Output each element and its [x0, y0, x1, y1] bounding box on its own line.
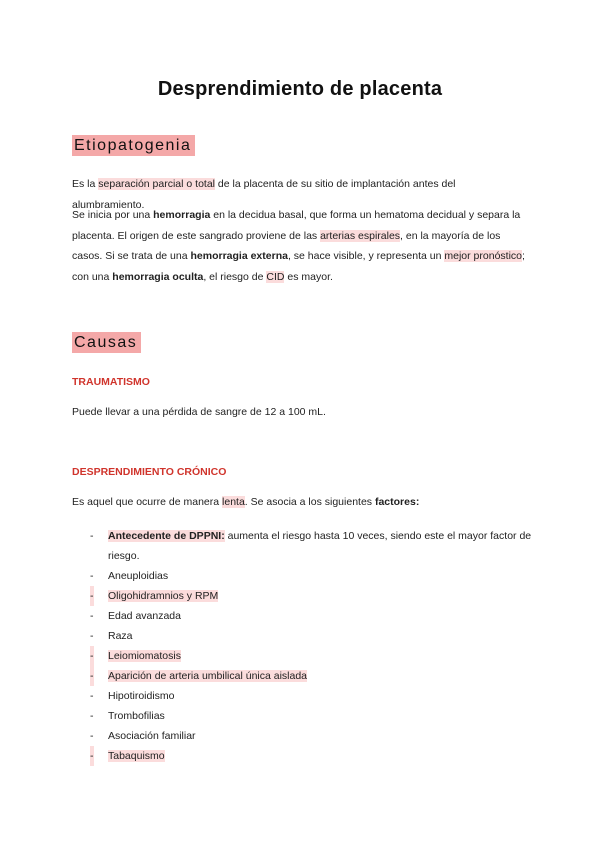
bold-text: factores:: [374, 496, 420, 508]
list-item: - Edad avanzada: [90, 610, 181, 622]
list-item: - Aneuploidias: [90, 570, 169, 582]
paragraph-definition: Es la separación parcial o total de la placenta de su sitio de implantación antes del alumbramiento.: [72, 178, 456, 211]
paragraph-cronico: Es aquel que ocurre de manera lenta. Se asocia a los siguientes factores:: [72, 496, 420, 508]
subheading-traumatismo: TRAUMATISMO: [72, 376, 150, 388]
highlight-text: lenta: [222, 496, 245, 508]
list-item: - Raza: [90, 630, 133, 642]
section-heading-etiopatogenia: Etiopatogenia: [72, 135, 195, 156]
list-item: - Leiomiomatosis: [88, 646, 538, 666]
paragraph-mechanism: Se inicia por una hemorragia en la decidua basal, que forma un hematoma decidual y separa la placenta. El origen de este sangrado proviene de las arterias espirales, en la mayoría de los casos. Si se trata de una hemorragia externa, se hace visible, y representa un mejor pronóstico; con una hemorragia oculta, el riesgo de CID es mayor.: [72, 209, 525, 283]
bold-text: hemorragia: [153, 209, 211, 221]
risk-factor-list: [88, 526, 538, 766]
list-item: - Antecedente de DPPNI: aumenta el riesgo hasta 10 veces, siendo este el mayor factor de riesgo.: [88, 526, 538, 566]
subheading-desprendimiento-cronico: DESPRENDIMIENTO CRÓNICO: [72, 466, 227, 478]
page-title: Desprendimiento de placenta: [157, 78, 443, 100]
list-item: - Asociación familiar: [90, 730, 196, 742]
list-item: - Oligohidramnios y RPM: [88, 586, 538, 606]
highlight-text: separación parcial o total: [98, 178, 216, 190]
bold-text: hemorragia oculta: [112, 270, 204, 283]
list-item: - Trombofilias: [90, 710, 165, 722]
highlight-text: arterias espirales: [320, 229, 401, 242]
bold-text: Antecedente de DPPNI:: [108, 530, 225, 542]
list-item: - Aparición de arteria umbilical única aislada: [88, 666, 538, 686]
highlight-text: CID: [266, 270, 285, 283]
list-item: - Tabaquismo: [88, 746, 538, 766]
list-dash: -: [90, 530, 94, 542]
bold-text: hemorragia externa: [190, 250, 288, 262]
highlight-text: mejor pronóstico: [444, 250, 522, 262]
paragraph-traumatismo: Puede llevar a una pérdida de sangre de 12 a 100 mL.: [72, 406, 326, 418]
section-heading-causas: Causas: [72, 332, 141, 353]
list-item: - Hipotiroidismo: [90, 690, 175, 702]
